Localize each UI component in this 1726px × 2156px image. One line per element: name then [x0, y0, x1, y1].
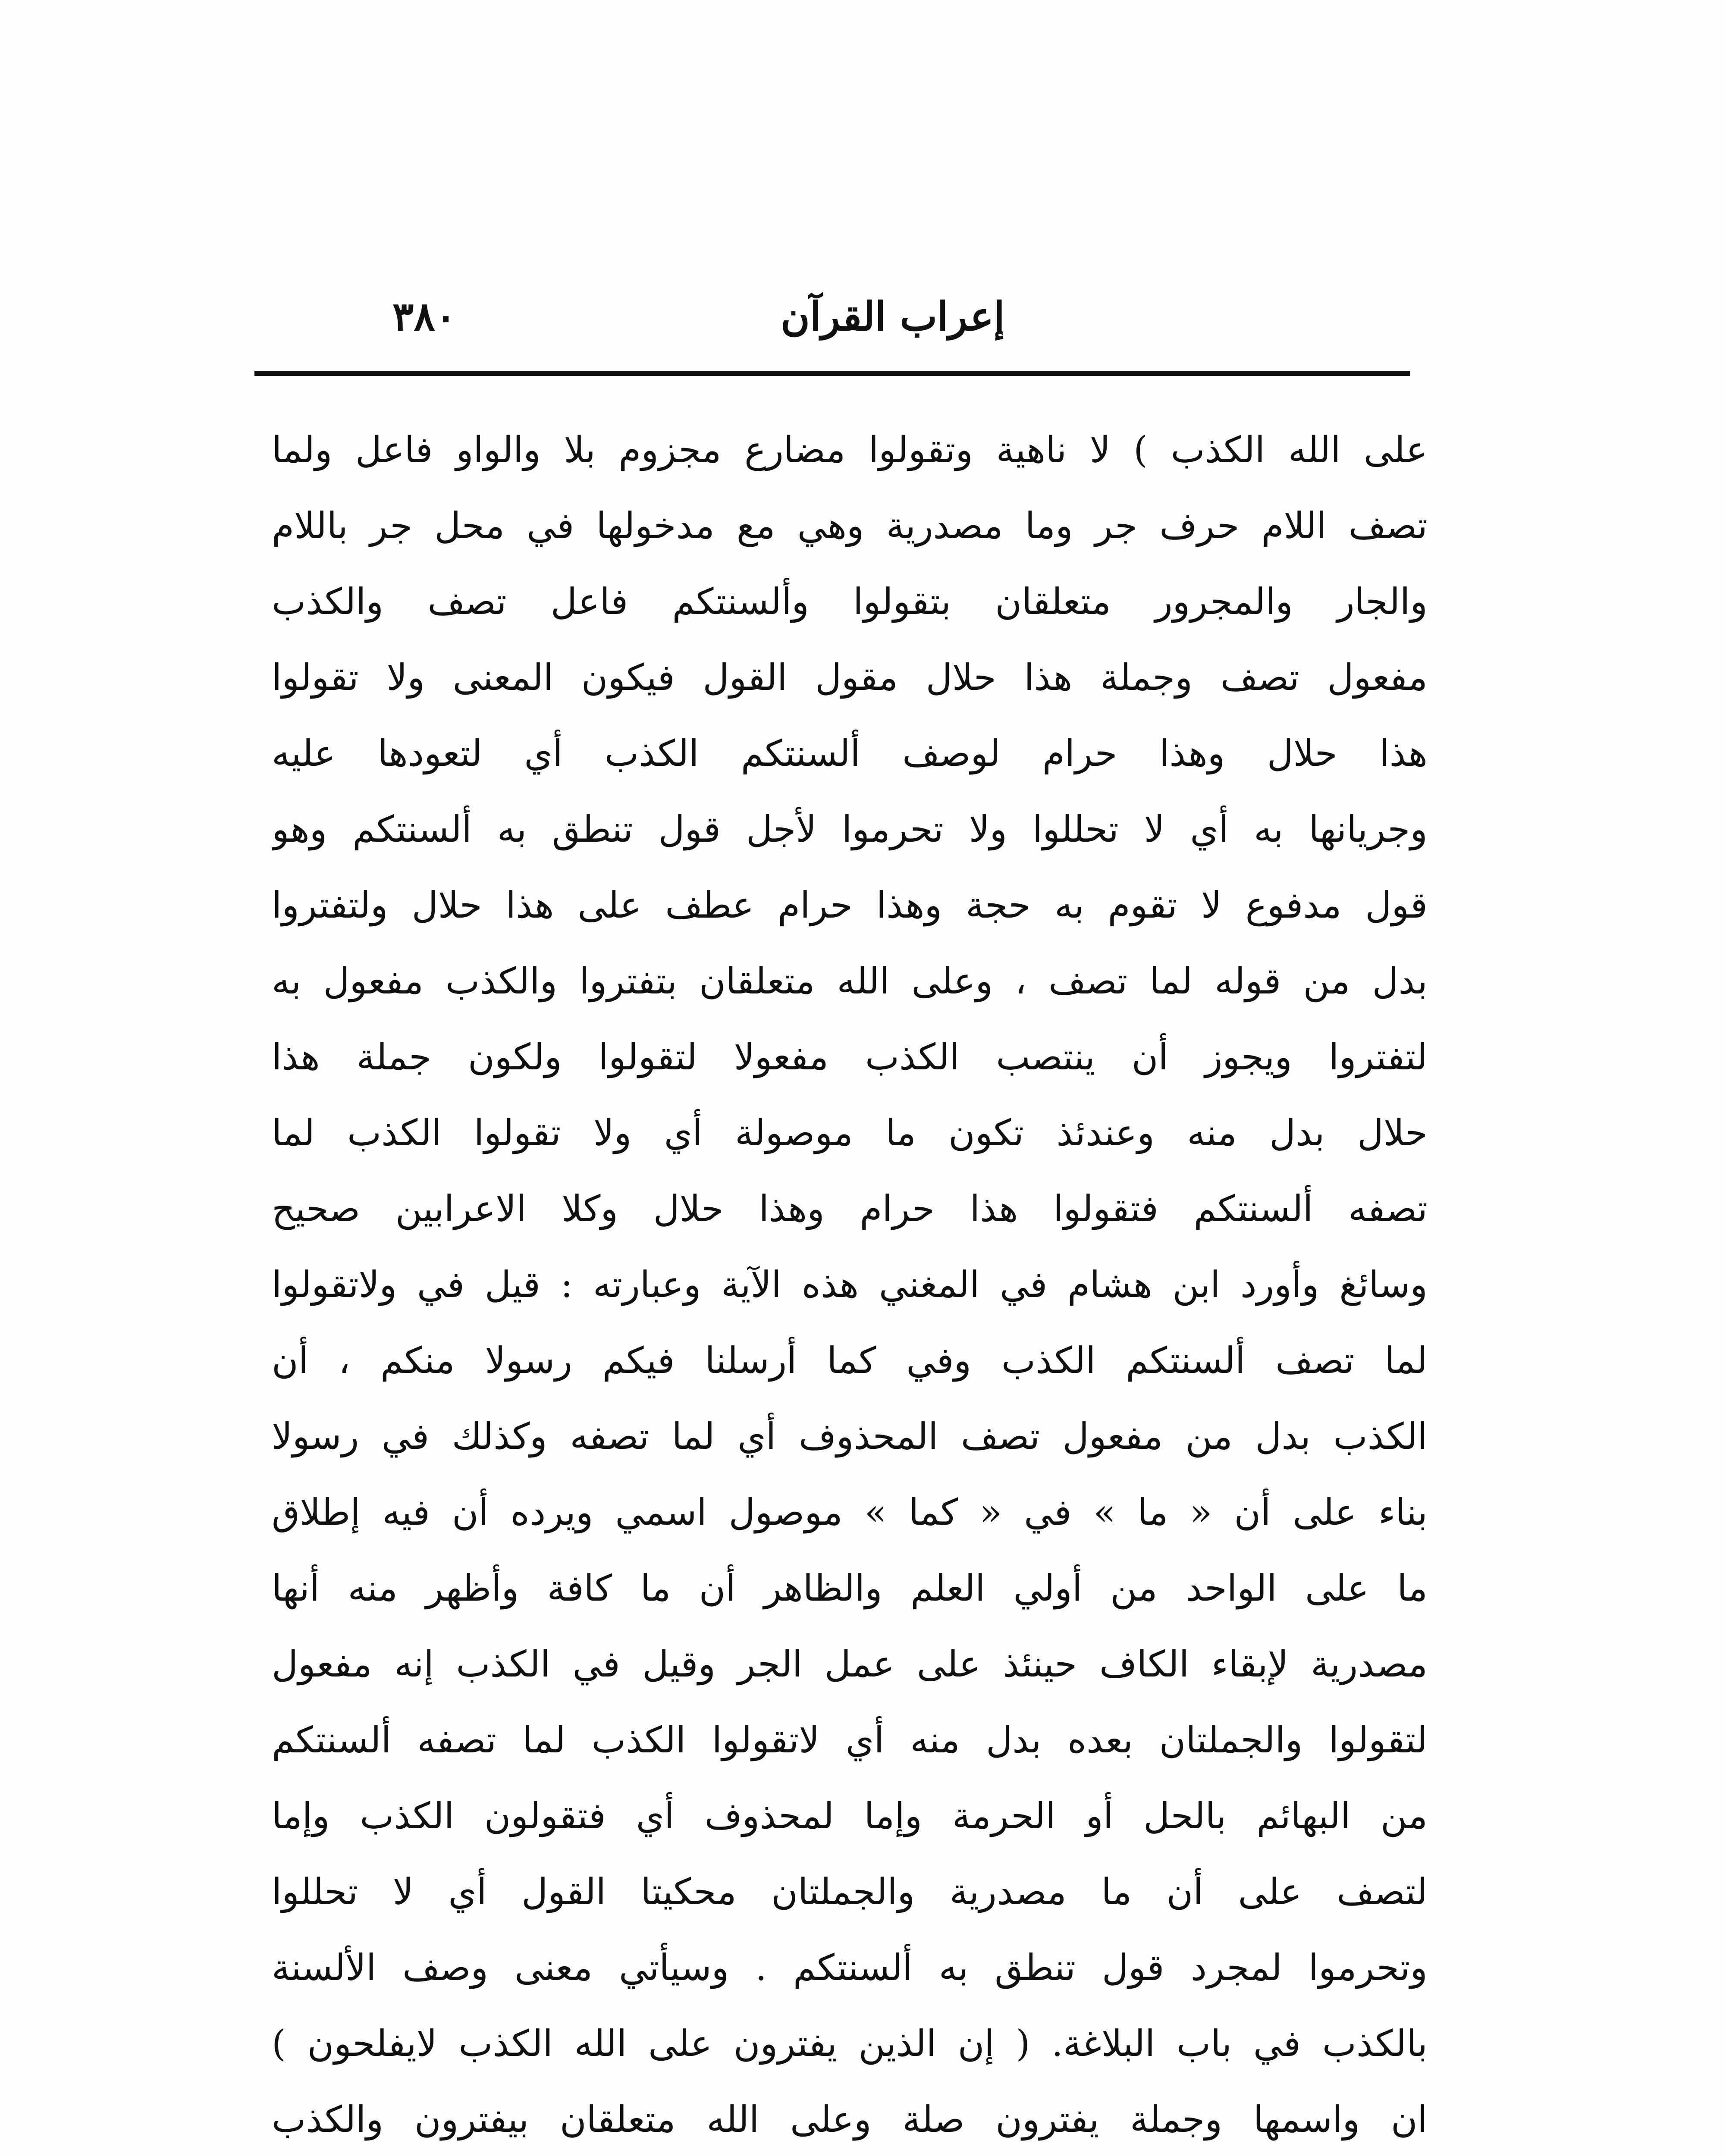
text-line: على الله الكذب ) لا ناهية وتقولوا مضارع مجزوم بلا والواو فاعل ولما [272, 429, 1428, 471]
text-line: والجار والمجرور متعلقان بتقولوا وألسنتكم فاعل تصف والكذب [272, 580, 1428, 623]
text-line: هذا حلال وهذا حرام لوصف ألسنتكم الكذب أي لتعودها عليه [272, 732, 1428, 774]
text-line: تصفه ألسنتكم فتقولوا هذا حرام وهذا حلال وكلا الاعرابين صحيح [272, 1188, 1428, 1230]
header-rule [254, 371, 1410, 376]
body-text [272, 412, 1428, 2156]
text-line: لتقولوا والجملتان بعده بدل منه أي لاتقولوا الكذب لما تصفه ألسنتكم [272, 1719, 1428, 1761]
text-line: ان واسمها وجملة يفترون صلة وعلى الله متعلقان بيفترون والكذب [272, 2098, 1428, 2140]
text-line: حلال بدل منه وعندئذ تكون ما موصولة أي ولا تقولوا الكذب لما [272, 1112, 1428, 1154]
text-line: لما تصف ألسنتكم الكذب وفي كما أرسلنا فيكم رسولا منكم ، أن [272, 1339, 1428, 1382]
text-line: وسائغ وأورد ابن هشام في المغني هذه الآية وعبارته : قيل في ولاتقولوا [272, 1263, 1428, 1306]
page-header [254, 276, 1410, 358]
text-line: بناء على أن « ما » في « كما » موصول اسمي ويرده أن فيه إطلاق [272, 1491, 1428, 1533]
text-line: الكذب بدل من مفعول تصف المحذوف أي لما تصفه وكذلك في رسولا [272, 1415, 1428, 1457]
text-line: بالكذب في باب البلاغة. ( إن الذين يفترون على الله الكذب لايفلحون ) [272, 2022, 1428, 2065]
text-line: ما على الواحد من أولي العلم والظاهر أن ما كافة وأظهر منه أنها [272, 1567, 1428, 1609]
text-line: لتصف على أن ما مصدرية والجملتان محكيتا القول أي لا تحللوا [272, 1871, 1428, 1913]
text-line: لتفتروا ويجوز أن ينتصب الكذب مفعولا لتقولوا ولكون جملة هذا [272, 1036, 1428, 1078]
text-line: مصدرية لإبقاء الكاف حينئذ على عمل الجر وقيل في الكذب إنه مفعول [272, 1643, 1428, 1685]
page-number: ٣٨٠ [392, 293, 457, 340]
text-line: مفعول تصف وجملة هذا حلال مقول القول فيكون المعنى ولا تقولوا [272, 656, 1428, 699]
text-line: تصف اللام حرف جر وما مصدرية وهي مع مدخولها في محل جر باللام [272, 505, 1428, 547]
text-line: بدل من قوله لما تصف ، وعلى الله متعلقان بتفتروا والكذب مفعول به [272, 960, 1428, 1002]
running-title: إعراب القرآن [781, 293, 1005, 340]
text-line: قول مدفوع لا تقوم به حجة وهذا حرام عطف على هذا حلال ولتفتروا [272, 884, 1428, 926]
text-line: من البهائم بالحل أو الحرمة وإما لمحذوف أي فتقولون الكذب وإما [272, 1795, 1428, 1837]
text-line: وتحرموا لمجرد قول تنطق به ألسنتكم . وسيأتي معنى وصف الألسنة [272, 1946, 1428, 1989]
text-line: وجريانها به أي لا تحللوا ولا تحرموا لأجل قول تنطق به ألسنتكم وهو [272, 808, 1428, 850]
